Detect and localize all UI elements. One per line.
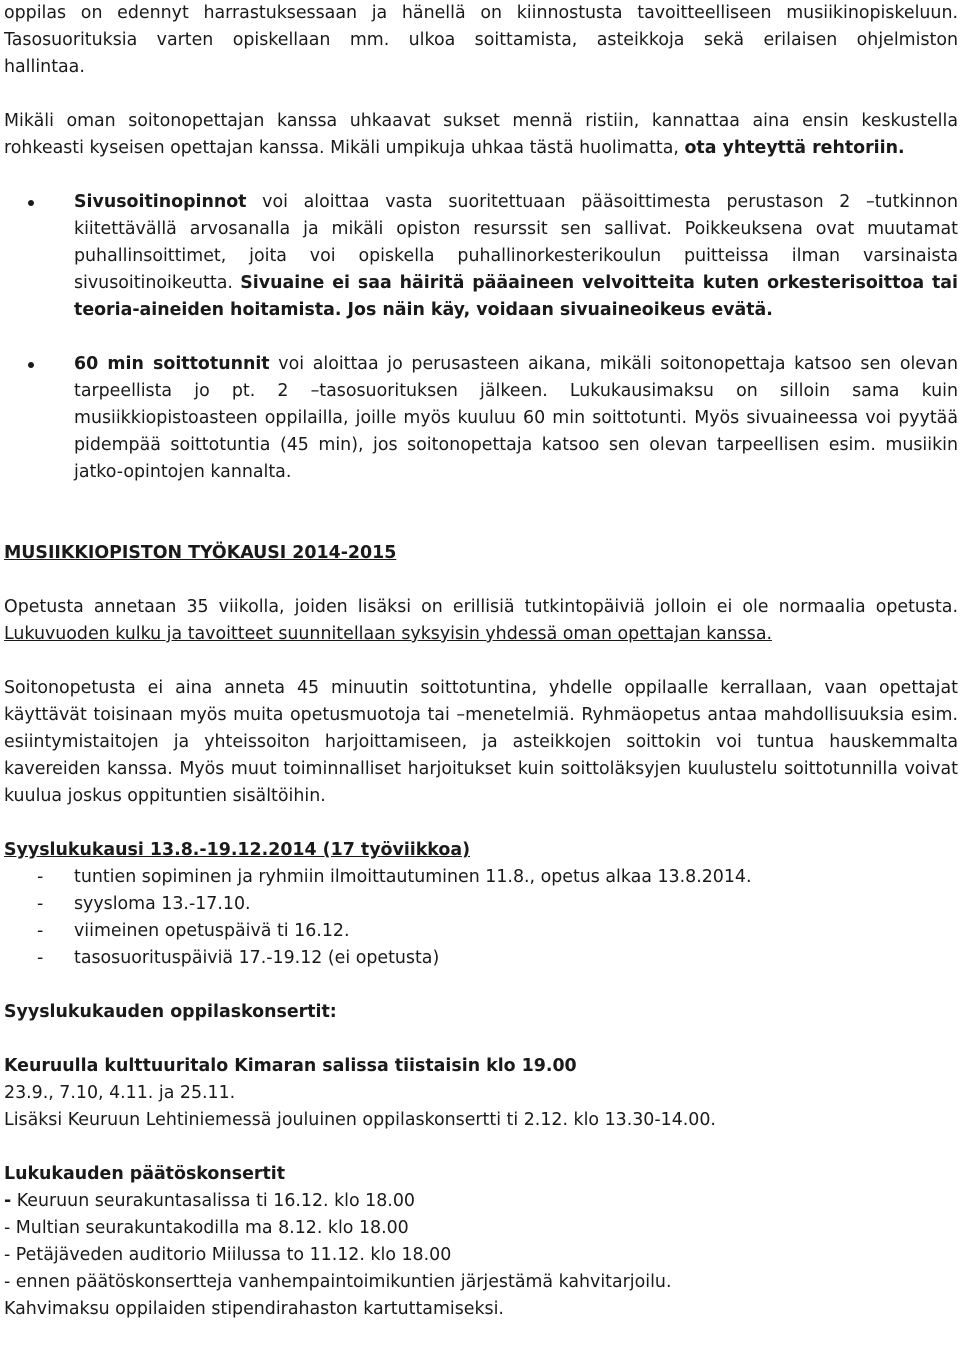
bullet-item-60-min-lessons bbox=[4, 351, 958, 486]
final-concert-item: - ennen päätöskonsertteja vanhempaintoimikuntien järjestämä kahvitarjoilu. bbox=[4, 1272, 672, 1292]
final-concert-dash: - bbox=[4, 1191, 12, 1211]
autumn-list-item-text: viimeinen opetuspäivä ti 16.12. bbox=[74, 921, 350, 941]
document-page bbox=[4, 0, 958, 1323]
final-concert-item bbox=[4, 1188, 958, 1215]
bullet-icon bbox=[28, 200, 34, 206]
section-paragraph-1 bbox=[4, 594, 958, 648]
dash-mark: - bbox=[37, 894, 44, 914]
final-concert-item: - Multian seurakuntakodilla ma 8.12. klo 18.00 bbox=[4, 1218, 409, 1238]
dash-mark: - bbox=[37, 867, 44, 887]
autumn-term-heading: Syyslukukausi 13.8.-19.12.2014 (17 työviikkoa) bbox=[4, 840, 471, 860]
concert-extra: Lisäksi Keuruun Lehtiniemessä jouluinen oppilaskonsertti ti 2.12. klo 13.30-14.00. bbox=[4, 1110, 716, 1130]
bullet-text: voi aloittaa jo perusasteen aikana, mikäli soitonopettaja katsoo sen olevan tarpeellista jo pt. 2 –tasosuorituksen jälkeen. Lukukausimaksu on silloin sama kuin musiikkiopistoasteen oppilailla, joille myös kuuluu 60 min soittotunti. Myös sivuaineessa voi pyytää pidempää soittotuntia (45 min), jos soitonopettaja katsoo sen olevan tarpeellisen esim. musiikin jatko-opintojen kannalta. bbox=[74, 354, 958, 482]
contact-principal-note: ota yhteyttä rehtoriin. bbox=[684, 138, 905, 158]
final-concert-item: - Petäjäveden auditorio Miilussa to 11.12. klo 18.00 bbox=[4, 1245, 452, 1265]
autumn-list-item-text: tuntien sopiminen ja ryhmiin ilmoittautuminen 11.8., opetus alkaa 13.8.2014. bbox=[74, 867, 752, 887]
bullet-text: voi aloittaa vasta suoritettuaan pääsoittimesta perustason 2 –tutkinnon kiitettävällä arvosanalla ja mikäli opiston resurssit sen sallivat. Poikkeuksena ovat muutamat puhallinsoittimet, joita voi opiskella puhallinorkesterikoulun puitteissa ilman varsinaista sivusoitinoikeutta. bbox=[74, 192, 958, 293]
coffee-fee-note: Kahvimaksu oppilaiden stipendirahaston kartuttamiseksi. bbox=[4, 1299, 504, 1319]
autumn-list-item bbox=[4, 945, 958, 972]
section-heading: MUSIIKKIOPISTON TYÖKAUSI 2014-2015 bbox=[4, 543, 397, 563]
autumn-list-item bbox=[4, 864, 958, 891]
autumn-list-item bbox=[4, 891, 958, 918]
final-concert-text: Keuruun seurakuntasalissa ti 16.12. klo 18.00 bbox=[11, 1191, 415, 1211]
bullet-icon bbox=[28, 362, 34, 368]
concerts-heading: Syyslukukauden oppilaskonsertit: bbox=[4, 1002, 337, 1022]
intro-section bbox=[4, 0, 958, 162]
intro-paragraph-2 bbox=[4, 108, 958, 162]
autumn-list-item-text: syysloma 13.-17.10. bbox=[74, 894, 251, 914]
final-concerts-heading: Lukukauden päätöskonsertit bbox=[4, 1164, 286, 1184]
section-paragraph-1-text: Opetusta annetaan 35 viikolla, joiden lisäksi on erillisiä tutkintopäiviä jolloin ei ole normaalia opetusta. bbox=[4, 597, 958, 617]
bullet-bold-text: Sivuaine ei saa häiritä pääaineen velvoitteita kuten orkesterisoittoa tai teoria-aineiden hoitamista. Jos näin käy, voidaan sivuaineoikeus evätä. bbox=[74, 273, 958, 320]
section-underlined-note: Lukuvuoden kulku ja tavoitteet suunnitellaan syksyisin yhdessä oman opettajan kanssa. bbox=[4, 624, 772, 644]
concert-venue: Keuruulla kulttuuritalo Kimaran salissa tiistaisin klo 19.00 bbox=[4, 1056, 577, 1076]
intro-line-2: Tasosuorituksia varten opiskellaan mm. ulkoa soittamista, asteikkoja sekä erilaisen ohjelmiston bbox=[4, 30, 958, 50]
intro-line-3: hallintaa. bbox=[4, 57, 85, 77]
concert-dates: 23.9., 7.10, 4.11. ja 25.11. bbox=[4, 1083, 236, 1103]
bullet-lead: 60 min soittotunnit bbox=[74, 354, 270, 374]
dash-mark: - bbox=[37, 948, 44, 968]
bullet-lead: Sivusoitinopinnot bbox=[74, 192, 247, 212]
autumn-list-item-text: tasosuorituspäiviä 17.-19.12 (ei opetusta) bbox=[74, 948, 440, 968]
intro-paragraph-2-text: Mikäli oman soitonopettajan kanssa uhkaavat sukset mennä ristiin, kannattaa aina ensin keskustella rohkeasti kyseisen opettajan kanssa. Mikäli umpikuja uhkaa tästä huolimatta, bbox=[4, 111, 958, 158]
intro-line-1: oppilas on edennyt harrastuksessaan ja hänellä on kiinnostusta tavoitteelliseen musiikinopiskeluun. bbox=[4, 3, 958, 23]
bullet-item-secondary-instrument bbox=[4, 189, 958, 324]
section-paragraph-2: Soitonopetusta ei aina anneta 45 minuutin soittotuntina, yhdelle oppilaalle kerrallaan, vaan opettajat käyttävät toisinaan myös muita opetusmuotoja tai –menetelmiä. Ryhmäopetus antaa mahdollisuuksia esim. esiintymistaitojen ja yhteissoiton harjoittamiseen, ja asteikkojen soittokin voi tuntua hauskemmalta kavereiden kanssa. Myös muut toiminnalliset harjoitukset kuin soittoläksyjen kuulustelu soittotunnilla voivat kuulua joskus oppituntien sisältöihin. bbox=[4, 678, 958, 806]
autumn-list-item bbox=[4, 918, 958, 945]
dash-mark: - bbox=[37, 921, 44, 941]
